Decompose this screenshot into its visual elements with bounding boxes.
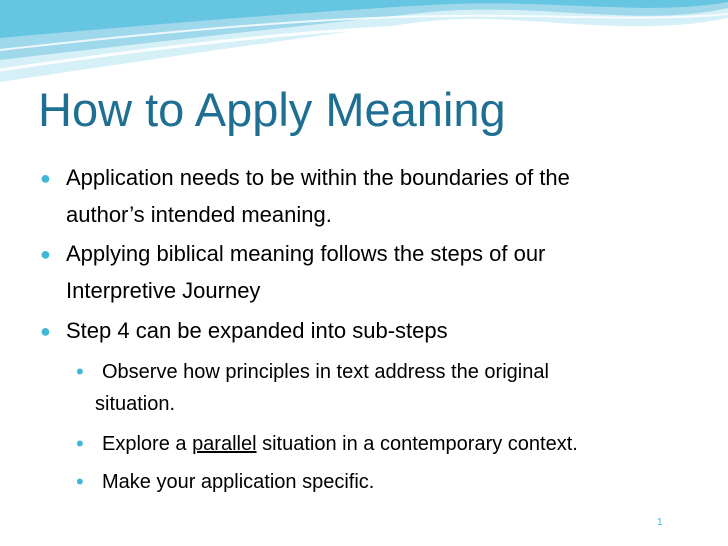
bullet-marker-icon: ●	[40, 168, 51, 188]
sub-bullet-2-text-before: Explore a	[102, 433, 193, 455]
bullet-marker-icon: ●	[40, 244, 51, 264]
bullet-1-continuation: author’s intended meaning.	[66, 202, 332, 227]
bullet-2	[40, 241, 545, 267]
bullet-2-text: Applying biblical meaning follows the steps of our	[66, 241, 546, 266]
sub-bullet-3-text: Make your application specific.	[102, 471, 375, 493]
page-number: 1	[657, 517, 663, 528]
sub-bullet-2	[76, 430, 578, 456]
bullet-3-text: Step 4 can be expanded into sub-steps	[66, 318, 448, 343]
slide-title: How to Apply Meaning	[38, 83, 506, 136]
sub-bullet-1-text: Observe how principles in text address the original	[102, 361, 549, 383]
bullet-3	[40, 318, 448, 344]
bullet-1-text: Application needs to be within the boundaries of the	[66, 165, 570, 190]
sub-bullet-marker-icon: •	[76, 359, 84, 384]
sub-bullet-1	[76, 358, 549, 384]
sub-bullet-marker-icon: •	[76, 469, 84, 494]
sub-bullet-2-text-after: situation in a contemporary context.	[256, 433, 578, 455]
bullet-marker-icon: ●	[40, 321, 51, 341]
bullet-2-continuation: Interpretive Journey	[66, 278, 261, 303]
bullet-1	[40, 165, 570, 191]
sub-bullet-1-continuation: situation.	[95, 393, 176, 415]
sub-bullet-2-underlined-word: parallel	[192, 433, 257, 455]
sub-bullet-3	[76, 468, 374, 494]
sub-bullet-marker-icon: •	[76, 431, 84, 456]
